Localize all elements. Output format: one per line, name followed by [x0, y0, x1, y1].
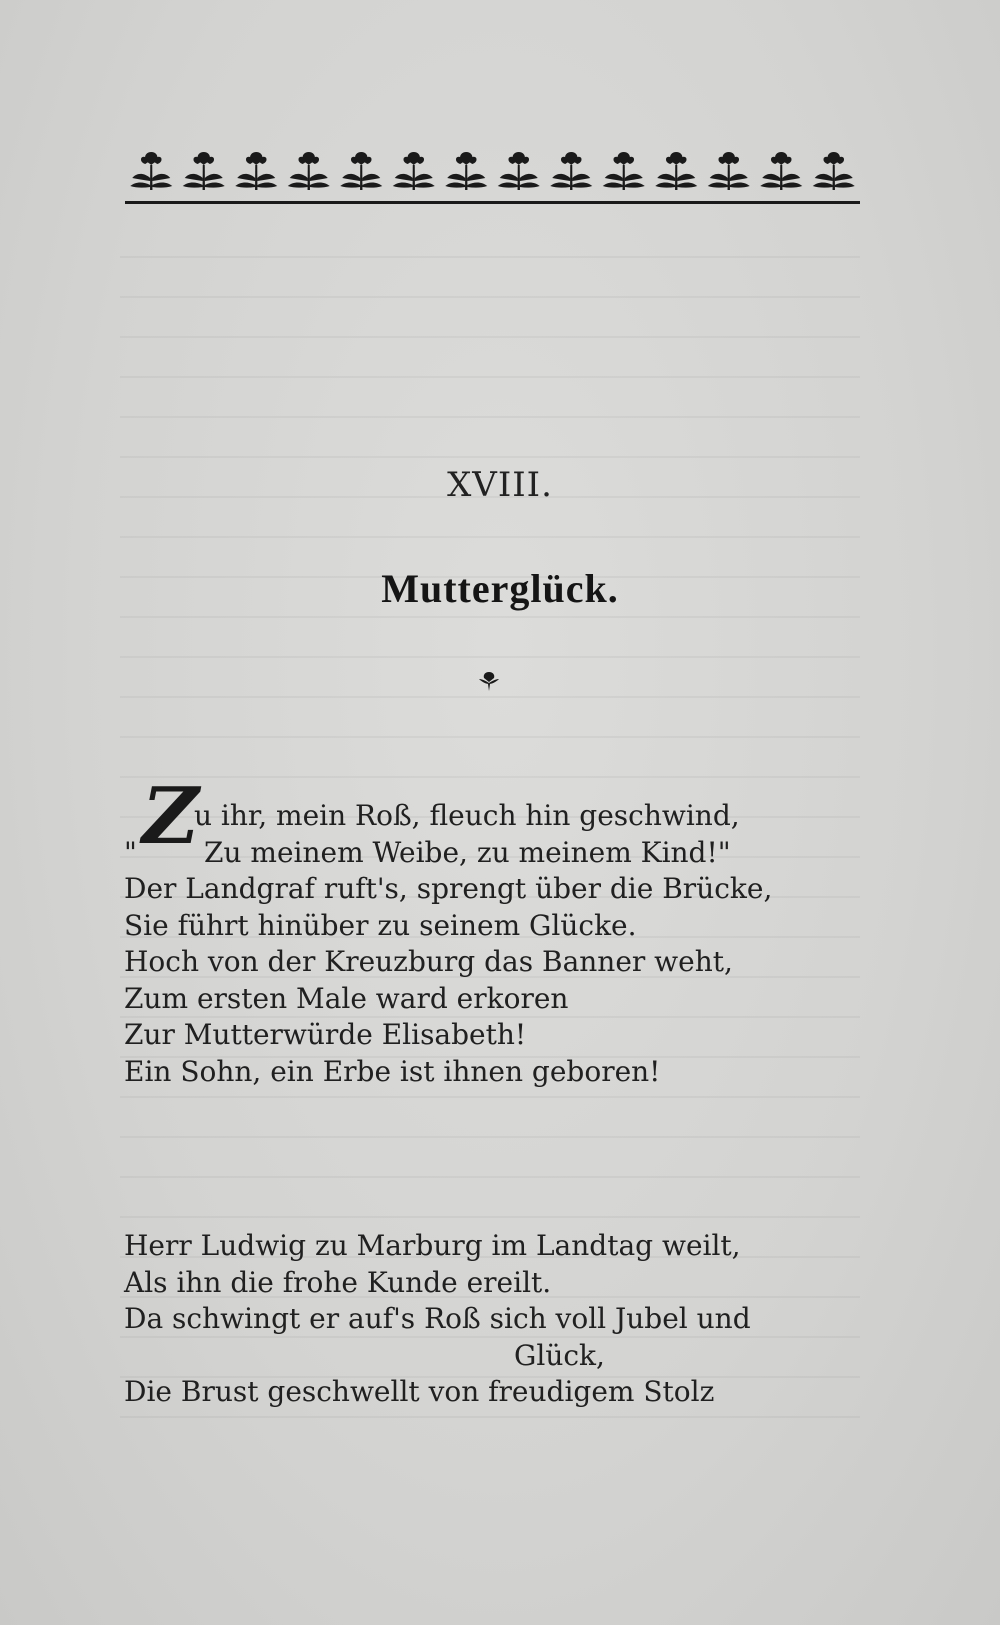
verse-line: Die Brust geschwellt von freudigem Stolz [124, 1375, 715, 1408]
opening-quote: " [124, 835, 137, 869]
flower-ornament-icon [235, 152, 277, 190]
flower-ornament-icon [130, 152, 172, 190]
verse-line: Der Landgraf ruft's, sprengt über die Brücke, [124, 872, 773, 905]
drop-cap: Z [142, 771, 199, 862]
flower-ornament-icon [760, 152, 802, 190]
verse-line: Sie führt hinüber zu seinem Glücke. [124, 908, 637, 942]
verse-line: Hoch von der Kreuzburg das Banner weht, [124, 945, 733, 978]
flower-ornament-icon [498, 152, 540, 190]
top-ornament-border [125, 148, 860, 198]
verse-line: Da schwingt er auf's Roß sich voll Jubel und [124, 1302, 751, 1335]
verse-line-continuation: Glück, [514, 1338, 605, 1372]
verse-line [124, 835, 772, 872]
stanza-2 [124, 1228, 751, 1411]
flower-ornament-icon [445, 152, 487, 190]
verse-line: Als ihn die frohe Kunde ereilt. [124, 1265, 552, 1299]
verse-line-text: Zu meinem Weibe, zu meinem Kind!" [204, 835, 731, 869]
verse-line: Zur Mutterwürde Elisabeth! [124, 1018, 527, 1051]
verse-line: Ein Sohn, ein Erbe ist ihnen geboren! [124, 1054, 661, 1088]
verse-line: u ihr, mein Roß, fleuch hin geschwind, [194, 799, 740, 832]
flower-ornament-icon [340, 152, 382, 190]
flower-ornament-icon [393, 152, 435, 190]
flower-ornament-icon [655, 152, 697, 190]
flower-ornament-row [125, 148, 860, 198]
small-flower-ornament-icon [476, 670, 502, 692]
verse-line: Herr Ludwig zu Marburg im Landtag weilt, [124, 1229, 741, 1262]
flower-ornament-icon [550, 152, 592, 190]
flower-ornament-icon [288, 152, 330, 190]
verse-line: Zum ersten Male ward erkoren [124, 981, 569, 1015]
flower-ornament-icon [708, 152, 750, 190]
poem-title: Mutterglück. [381, 566, 619, 611]
flower-ornament-icon [603, 152, 645, 190]
chapter-number: XVIII. [447, 465, 553, 505]
flower-ornament-icon [813, 152, 855, 190]
top-rule [125, 201, 860, 204]
stanza-1 [124, 798, 772, 1090]
flower-ornament-icon [183, 152, 225, 190]
